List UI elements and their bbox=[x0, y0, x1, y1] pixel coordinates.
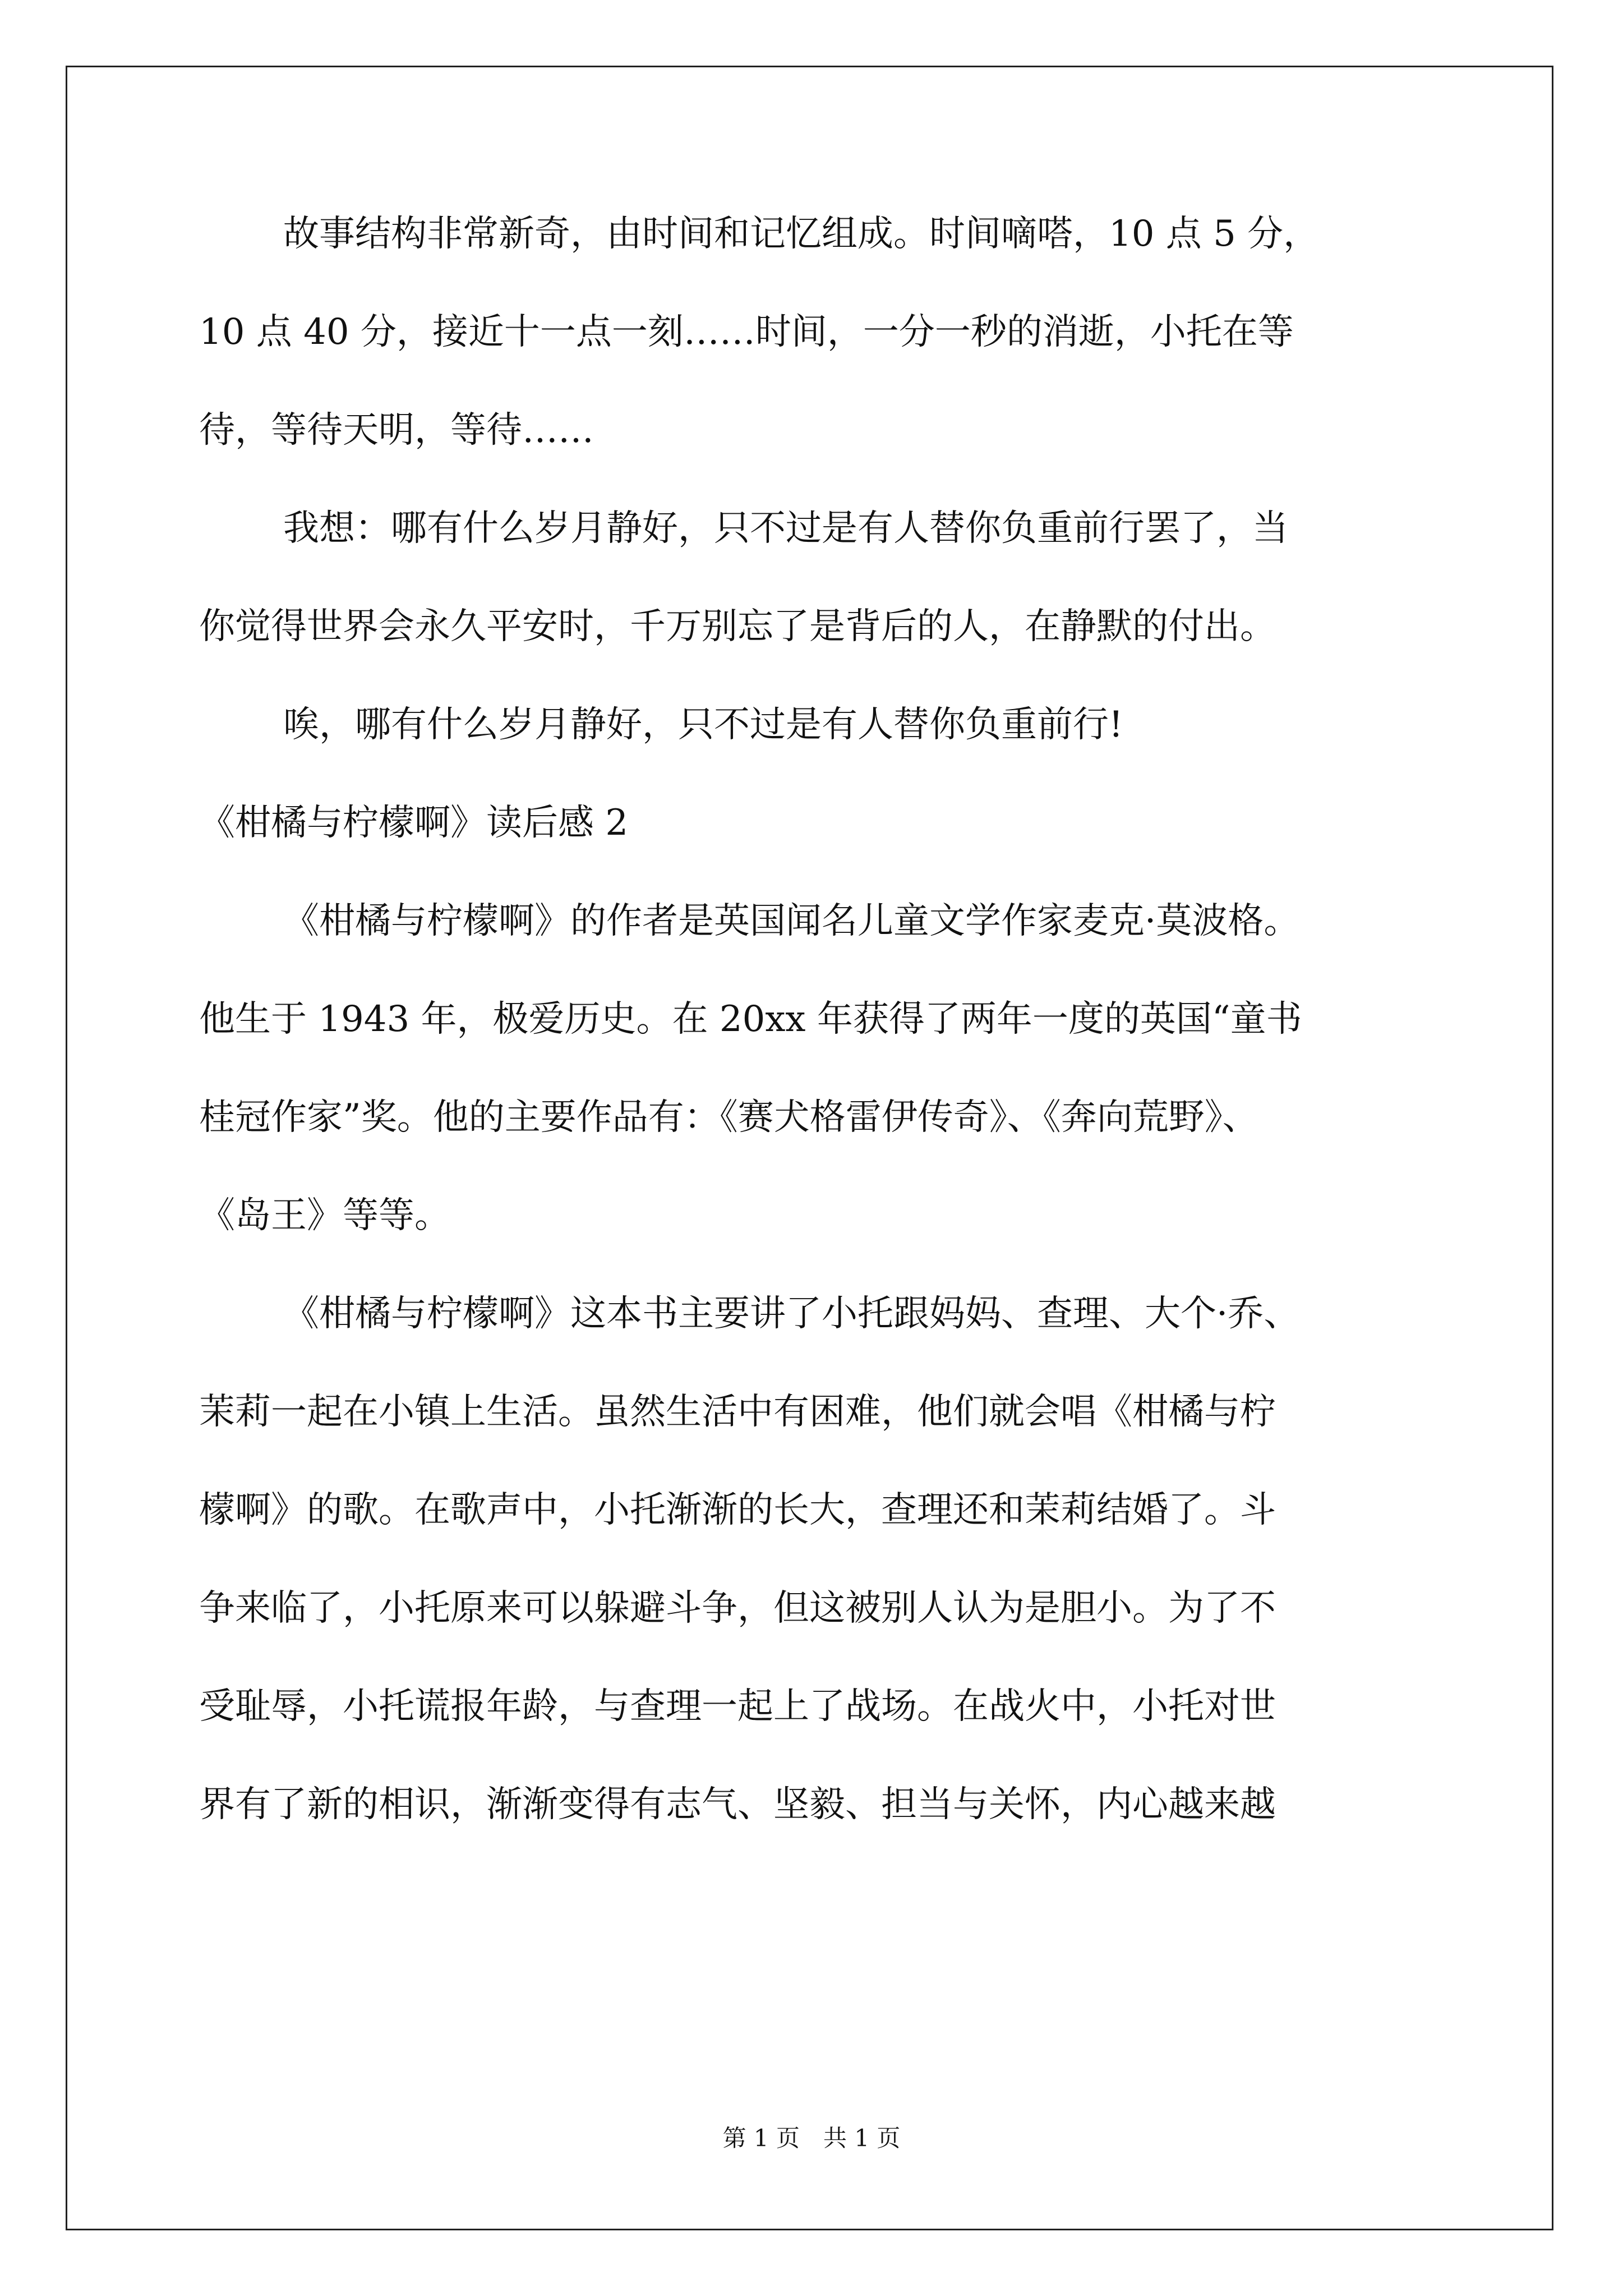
paragraph-1-line-2: 10 点 40 分，接近十一点一刻……时间，一分一秒的消逝，小托在等 bbox=[199, 311, 1294, 353]
paragraph-1-line-1: 故事结构非常新奇，由时间和记忆组成。时间嘀嗒，10 点 5 分， bbox=[283, 213, 1320, 255]
paragraph-4-line-2: 他生于 1943 年，极爱历史。在 20xx 年获得了两年一度的英国“童书 bbox=[199, 999, 1302, 1040]
paragraph-4-line-4: 《岛王》等等。 bbox=[199, 1195, 450, 1236]
page-footer: 第 1 页 共 1 页 bbox=[722, 2124, 901, 2152]
paragraph-4-line-1: 《柑橘与柠檬啊》的作者是英国闻名儿童文学作家麦克·莫波格。 bbox=[283, 900, 1300, 942]
paragraph-4-line-3: 桂冠作家”奖。他的主要作品有：《赛犬格雷伊传奇》、《奔向荒野》、 bbox=[199, 1097, 1258, 1138]
paragraph-5-line-1: 《柑橘与柠檬啊》这本书主要讲了小托跟妈妈、查理、大个·乔、 bbox=[283, 1293, 1300, 1335]
paragraph-5-line-2: 茉莉一起在小镇上生活。虽然生活中有困难，他们就会唱《柑橘与柠 bbox=[199, 1391, 1276, 1433]
paragraph-5-line-3: 檬啊》的歌。在歌声中，小托渐渐的长大，查理还和茉莉结婚了。斗 bbox=[199, 1489, 1276, 1531]
paragraph-5-line-5: 受耻辱，小托谎报年龄，与查理一起上了战场。在战火中，小托对世 bbox=[199, 1686, 1276, 1727]
paragraph-1-line-3: 待，等待天明，等待…… bbox=[199, 409, 594, 451]
paragraph-3-line-1: 唉，哪有什么岁月静好，只不过是有人替你负重前行! bbox=[283, 704, 1123, 746]
document-body bbox=[199, 213, 1436, 1825]
paragraph-2-line-1: 我想：哪有什么岁月静好，只不过是有人替你负重前行罢了，当 bbox=[283, 508, 1288, 549]
paragraph-5-line-6: 界有了新的相识，渐渐变得有志气、坚毅、担当与关怀，内心越来越 bbox=[199, 1784, 1276, 1825]
section-heading: 《柑橘与柠檬啊》读后感 2 bbox=[199, 802, 629, 844]
paragraph-5-line-4: 争来临了，小托原来可以躲避斗争，但这被别人认为是胆小。为了不 bbox=[199, 1588, 1276, 1629]
paragraph-2-line-2: 你觉得世界会永久平安时，千万别忘了是背后的人，在静默的付出。 bbox=[199, 606, 1276, 647]
